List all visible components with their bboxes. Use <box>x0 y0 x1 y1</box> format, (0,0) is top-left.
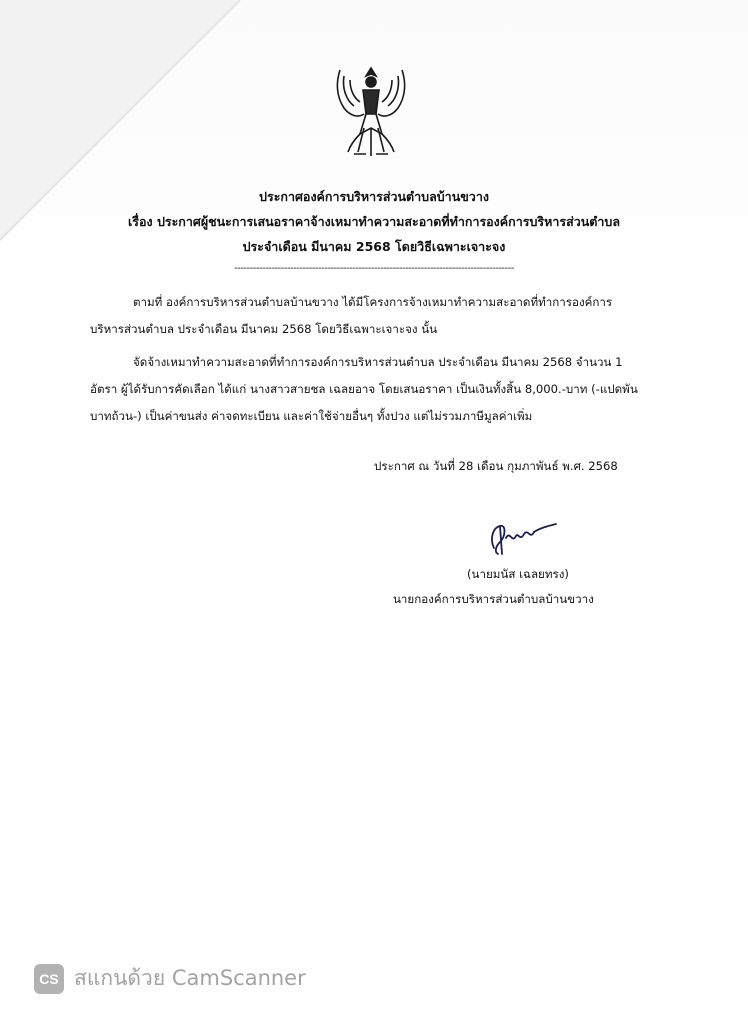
garuda-emblem-icon <box>330 62 412 160</box>
header-divider: ------------------------------------------------------------------------------------------ <box>234 263 514 274</box>
paragraph-1-line-2: บริหารส่วนตำบล ประจำเดือน มีนาคม 2568 โดยวิธีเฉพาะเจาะจง นั้น <box>90 322 438 336</box>
document-subject: เรื่อง ประกาศผู้ชนะการเสนอราคาจ้างเหมาทำความสะอาดที่ทำการองค์การบริหารส่วนตำบล <box>128 214 620 229</box>
signer-title: นายกองค์การบริหารส่วนตำบลบ้านขวาง <box>393 592 594 606</box>
announcement-date: ประกาศ ณ วันที่ 28 เดือน กุมภาพันธ์ พ.ศ. 2568 <box>374 459 618 473</box>
document-title: ประกาศองค์การบริหารส่วนตำบลบ้านขวาง <box>259 189 489 204</box>
paragraph-2-line-2: อัตรา ผู้ได้รับการคัดเลือก ได้แก่ นางสาวสายชล เฉลยอาจ โดยเสนอราคา เป็นเงินทั้งสิ้น 8,000.-บาท (-แปดพัน <box>90 382 638 396</box>
watermark-text: สแกนด้วย CamScanner <box>74 966 306 990</box>
paragraph-2-line-1: จัดจ้างเหมาทำความสะอาดที่ทำการองค์การบริหารส่วนตำบล ประจำเดือน มีนาคม 2568 จำนวน 1 <box>133 355 623 369</box>
camscanner-icon: CS <box>34 964 64 994</box>
paragraph-2-line-3: บาทถ้วน-) เป็นค่าขนส่ง ค่าจดทะเบียน และค่าใช้จ่ายอื่นๆ ทั้งปวง แต่ไม่รวมภาษีมูลค่าเพิ่ม <box>90 409 533 423</box>
document-subject-continued: ประจำเดือน มีนาคม 2568 โดยวิธีเฉพาะเจาะจง <box>242 239 506 254</box>
handwritten-signature <box>484 518 562 558</box>
scanner-watermark <box>34 962 306 995</box>
paragraph-1-line-1: ตามที่ องค์การบริหารส่วนตำบลบ้านขวาง ได้มีโครงการจ้างเหมาทำความสะอาดที่ทำการองค์การ <box>133 295 613 309</box>
signer-name: (นายมนัส เฉลยทรง) <box>467 567 569 581</box>
